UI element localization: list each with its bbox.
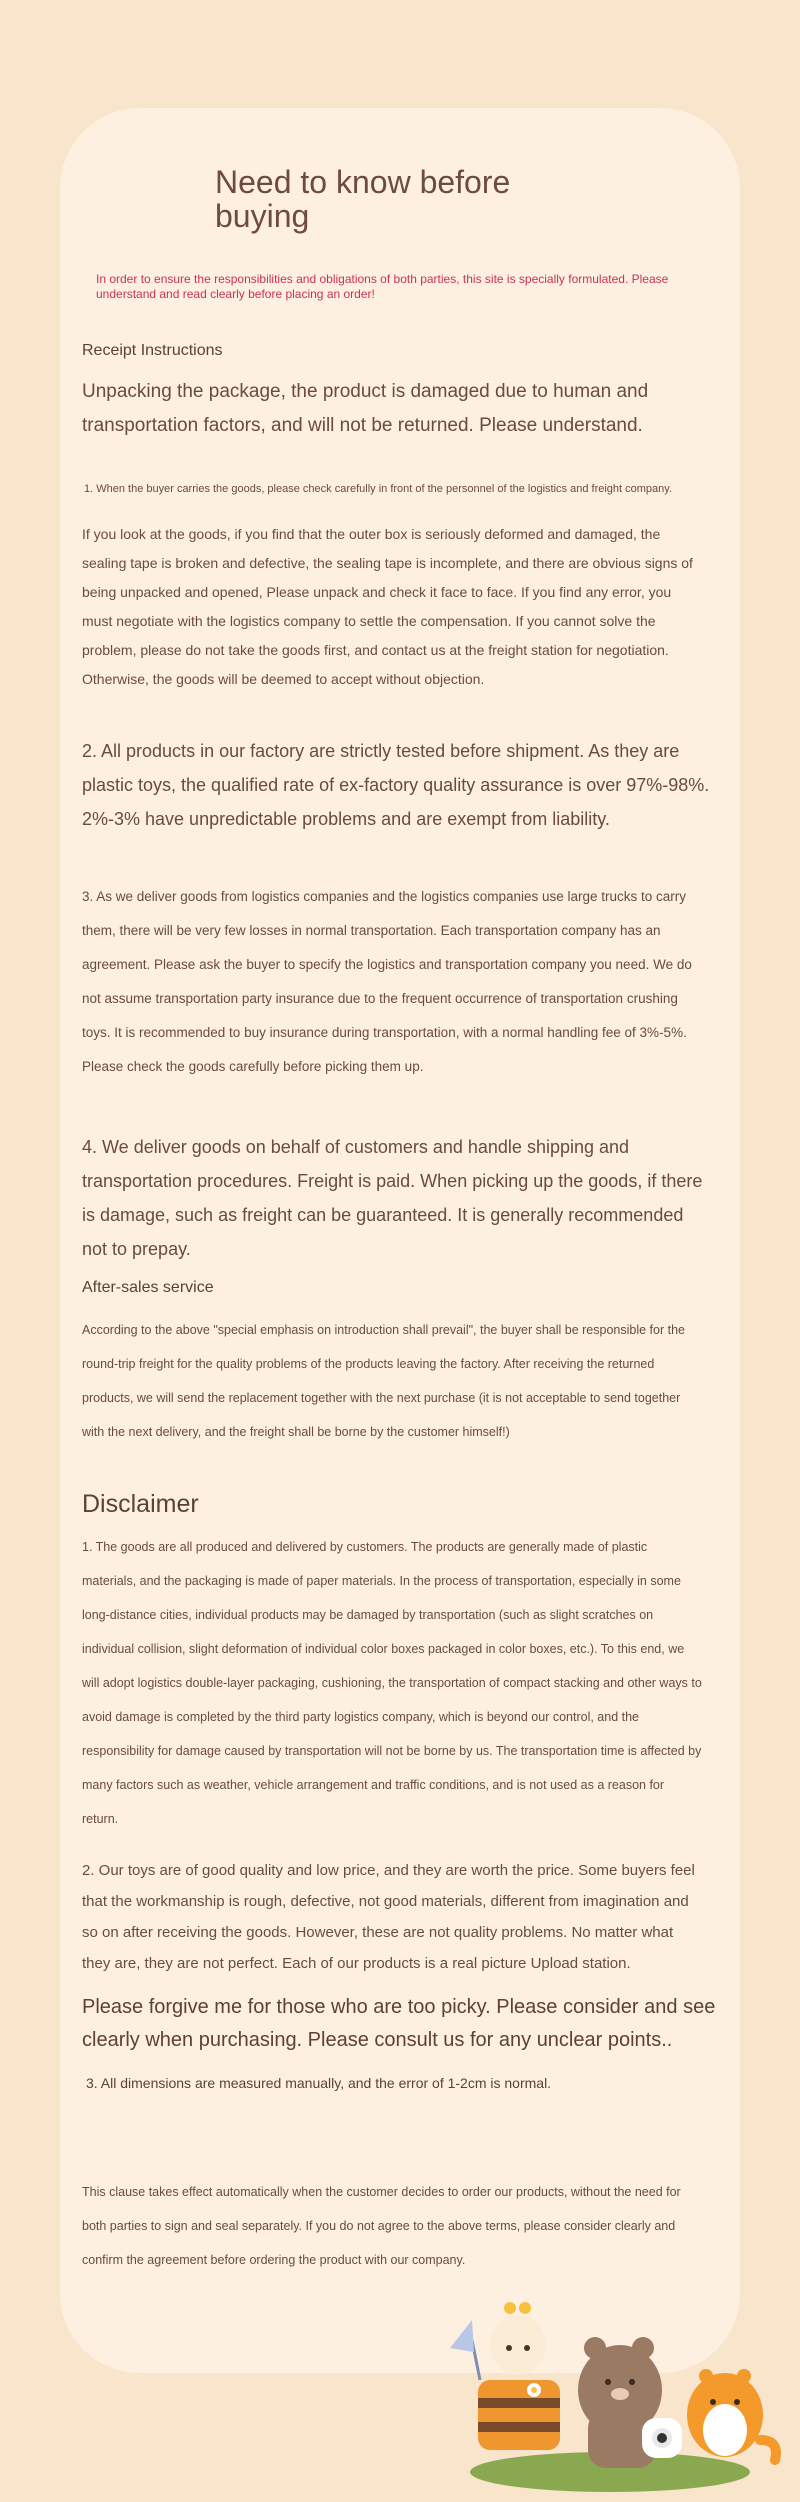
notice-text: In order to ensure the responsibilities and obligations of both parties, this site is specially formulated. Please understand and read clearly before placing an order! [96, 272, 669, 301]
receipt-item3: 3. As we deliver goods from logistics companies and the logistics companies use large trucks to carry them, there will be very few losses in normal transportation. Each transportation company has an agreement. Please ask the buyer to specify the logistics and transportation company you need. We do not assume transportation party insurance due to the frequent occurrence of transportation crushing toys. It is recommended to buy insurance during transportation, with a normal handling fee of 3%-5%. Please check the goods carefully before picking them up. [82, 889, 692, 1074]
receipt-item1-head: 1. When the buyer carries the goods, please check carefully in front of the personnel of the logistics and freight company. [84, 483, 673, 495]
receipt-item4: 4. We deliver goods on behalf of customers and handle shipping and transportation procedures. Freight is paid. When picking up the goods, if there is damage, such as freight can be guaranteed. It is generally recommended not to prepay. [82, 1137, 703, 1259]
faded-subtitle [84, 364, 204, 370]
receipt-item1-body: If you look at the goods, if you find that the outer box is seriously deformed and damaged, the sealing tape is broken and defective, the sealing tape is incomplete, and there are obvious signs of being unpacked and opened, Please unpack and check it face to face. If you find any error, you must negotiate with the logistics company to settle the compensation. If you cannot solve the problem, please do not take the goods first, and contact us at the freight station for negotiation. Otherwise, the goods will be deemed to accept without objection. [82, 526, 693, 687]
page-title: Need to know before buying [215, 164, 511, 234]
disclaimer-item3: 3. All dimensions are measured manually, and the error of 1-2cm is normal. [86, 2075, 552, 2091]
receipt-intro: Unpacking the package, the product is damaged due to human and transportation factors, and will not be returned. Please understand. [82, 381, 649, 436]
disclaimer-item2: 2. Our toys are of good quality and low price, and they are worth the price. Some buyers feel that the workmanship is rough, defective, not good materials, different from imagination and so on after receiving the goods. However, these are not quality problems. No matter what they are, they are not perfect. Each of our products is a real picture Upload station. [82, 1862, 695, 1972]
receipt-item2: 2. All products in our factory are strictly tested before shipment. As they are plastic toys, the qualified rate of ex-factory quality assurance is over 97%-98%. 2%-3% have unpredictable problems and are exempt from liability. [82, 741, 710, 829]
after-sales-body: According to the above "special emphasis on introduction shall prevail", the buyer shall be responsible for the round-trip freight for the quality problems of the products leaving the factory. After receiving the returned products, we will send the replacement together with the next purchase (it is not acceptable to send together with the next delivery, and the freight shall be borne by the customer himself!) [82, 1323, 685, 1439]
after-sales-heading: After-sales service [82, 1279, 214, 1296]
toy-illustration [430, 2290, 790, 2502]
forgive-text: Please forgive me for those who are too picky. Please consider and see clearly when purchasing. Please consult us for any unclear points.. [82, 1996, 716, 2051]
closing-text: This clause takes effect automatically when the customer decides to order our products, without the need for both parties to sign and seal separately. If you do not agree to the above terms, please consider clearly and confirm the agreement before ordering the product with our company. [82, 2185, 681, 2267]
receipt-heading: Receipt Instructions [82, 342, 223, 359]
disclaimer-item1: 1. The goods are all produced and delivered by customers. The products are generally made of plastic materials, and the packaging is made of paper materials. In the process of transportation, especially in some long-distance cities, individual products may be damaged by transportation (such as slight scratches on individual collision, slight deformation of individual color boxes packaged in color boxes, etc.). To this end, we will adopt logistics double-layer packaging, cushioning, the transportation of compact stacking and other ways to avoid damage is completed by the third party logistics company, which is beyond our control, and the responsibility for damage caused by transportation will not be borne by us. The transportation time is affected by many factors such as weather, vehicle arrangement and traffic conditions, and is not used as a reason for return. [82, 1540, 702, 1826]
disclaimer-heading: Disclaimer [82, 1490, 199, 1518]
